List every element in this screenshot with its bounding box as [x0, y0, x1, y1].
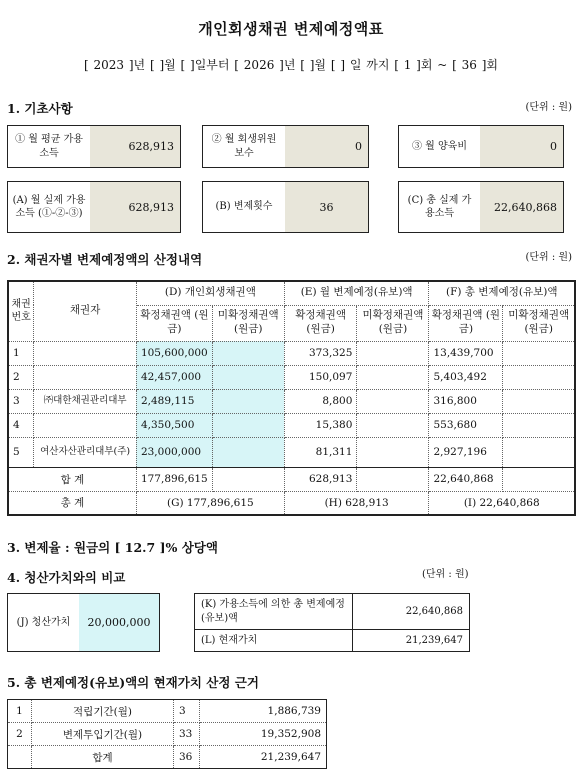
trustee-fee-box	[202, 125, 369, 168]
pv-sum-no	[8, 746, 32, 769]
trustee-fee-value: 0	[285, 126, 368, 167]
creditor-row	[8, 437, 575, 467]
e-unconfirmed	[357, 365, 429, 389]
d-confirmed: 42,457,000	[136, 365, 212, 389]
liquidation-label: (J) 청산가치	[8, 594, 79, 651]
avg-income-box	[7, 125, 181, 168]
creditor-no: 1	[8, 341, 34, 365]
e-confirmed: 150,097	[284, 365, 357, 389]
total-income-value: 22,640,868	[480, 182, 563, 232]
k-label: (K) 가용소득에 의한 총 변제예정(유보)액	[195, 594, 353, 630]
creditor-row	[8, 413, 575, 437]
f-unconfirmed	[503, 389, 575, 413]
f-unconfirmed	[503, 413, 575, 437]
sum-d-unconfirmed	[212, 467, 284, 491]
liquidation-box	[7, 593, 160, 652]
header-creditor: 채권자	[34, 281, 137, 341]
e-confirmed: 373,325	[284, 341, 357, 365]
total-g: (G) 177,896,615	[136, 491, 284, 515]
child-support-label: ③ 월 양육비	[399, 126, 480, 167]
creditor-no: 5	[8, 437, 34, 467]
d-unconfirmed	[212, 389, 284, 413]
header-d-unconfirmed: 미확정채권액 (원금)	[212, 305, 284, 341]
repay-count-value: 36	[285, 182, 368, 232]
l-label: (L) 현재가치	[195, 630, 353, 652]
pv-no: 2	[8, 723, 32, 746]
d-unconfirmed	[212, 341, 284, 365]
total-i: (I) 22,640,868	[429, 491, 575, 515]
creditor-name: 여산자산관리대부(주)	[34, 437, 137, 467]
header-creditor-no: 채권 번호	[8, 281, 34, 341]
repayment-period: [ 2023 ]년 [ ]월 [ ]일부터 [ 2026 ]년 [ ]월 [ ] 일 까지 [ 1 ]회 ~ [ 36 ]회	[84, 58, 498, 72]
trustee-fee-label: ② 월 회생위원보수	[203, 126, 285, 167]
section1-heading: 1. 기초사항	[7, 101, 73, 116]
f-confirmed: 2,927,196	[429, 437, 503, 467]
creditor-name	[34, 365, 137, 389]
child-support-box	[398, 125, 564, 168]
avg-income-label: ① 월 평균 가용소득	[8, 126, 90, 167]
net-income-label: (A) 월 실제 가용소득 (①-②-③)	[8, 182, 90, 232]
child-support-value: 0	[480, 126, 563, 167]
f-unconfirmed	[503, 341, 575, 365]
pv-amount: 19,352,908	[200, 723, 327, 746]
present-value-table	[7, 699, 327, 769]
sum-e-unconfirmed	[357, 467, 429, 491]
creditor-table	[7, 280, 576, 516]
f-confirmed: 5,403,492	[429, 365, 503, 389]
k-value: 22,640,868	[353, 594, 470, 630]
d-unconfirmed	[212, 437, 284, 467]
creditor-row	[8, 365, 575, 389]
e-unconfirmed	[357, 389, 429, 413]
sum-f-unconfirmed	[503, 467, 575, 491]
section2-unit: (단위 : 원)	[525, 252, 572, 263]
sum-label: 합 계	[8, 467, 136, 491]
section3-heading: 3. 변제율 : 원금의 [ 12.7 ]% 상당액	[7, 540, 218, 555]
creditor-no: 4	[8, 413, 34, 437]
net-income-value: 628,913	[90, 182, 180, 232]
pv-no: 1	[8, 700, 32, 723]
creditor-no: 3	[8, 389, 34, 413]
creditor-row	[8, 341, 575, 365]
avg-income-value: 628,913	[90, 126, 180, 167]
header-d: (D) 개인회생채권액	[136, 281, 284, 305]
pv-row	[8, 723, 327, 746]
e-unconfirmed	[357, 413, 429, 437]
header-e: (E) 월 변제예정(유보)액	[284, 281, 429, 305]
creditor-name	[34, 413, 137, 437]
section1-unit: (단위 : 원)	[525, 102, 572, 113]
repay-count-label: (B) 변제횟수	[203, 182, 285, 232]
header-f-unconfirmed: 미확정채권액 (원금)	[503, 305, 575, 341]
section4-heading: 4. 청산가치와의 비교	[7, 570, 126, 585]
header-d-confirmed: 확정채권액 (원금)	[136, 305, 212, 341]
pv-sum-label: 합계	[32, 746, 174, 769]
liquidation-value: 20,000,000	[79, 594, 159, 651]
d-confirmed: 2,489,115	[136, 389, 212, 413]
d-confirmed: 23,000,000	[136, 437, 212, 467]
comparison-table	[194, 593, 470, 652]
pv-row	[8, 700, 327, 723]
sum-d-confirmed: 177,896,615	[136, 467, 212, 491]
pv-months: 33	[174, 723, 200, 746]
section5-heading: 5. 총 변제예정(유보)액의 현재가치 산정 근거	[7, 675, 259, 690]
f-unconfirmed	[503, 365, 575, 389]
creditor-row	[8, 389, 575, 413]
total-income-box	[398, 181, 564, 233]
creditor-no: 2	[8, 365, 34, 389]
f-confirmed: 13,439,700	[429, 341, 503, 365]
pv-sum-amount: 21,239,647	[200, 746, 327, 769]
total-h: (H) 628,913	[284, 491, 429, 515]
pv-sum-months: 36	[174, 746, 200, 769]
sum-f-confirmed: 22,640,868	[429, 467, 503, 491]
header-f: (F) 총 변제예정(유보)액	[429, 281, 575, 305]
d-confirmed: 4,350,500	[136, 413, 212, 437]
header-e-unconfirmed: 미확정채권액 (원금)	[357, 305, 429, 341]
d-unconfirmed	[212, 365, 284, 389]
d-unconfirmed	[212, 413, 284, 437]
pv-label: 적립기간(월)	[32, 700, 174, 723]
f-confirmed: 316,800	[429, 389, 503, 413]
pv-amount: 1,886,739	[200, 700, 327, 723]
e-confirmed: 81,311	[284, 437, 357, 467]
e-unconfirmed	[357, 437, 429, 467]
sum-e-confirmed: 628,913	[284, 467, 357, 491]
pv-label: 변제투입기간(월)	[32, 723, 174, 746]
net-income-box	[7, 181, 181, 233]
section2-heading: 2. 채권자별 변제예정액의 산정내역	[7, 252, 203, 267]
l-value: 21,239,647	[353, 630, 470, 652]
creditor-name: ㈜대한채권관리대부	[34, 389, 137, 413]
total-income-label: (C) 총 실제 가용소득	[399, 182, 480, 232]
e-unconfirmed	[357, 341, 429, 365]
d-confirmed: 105,600,000	[136, 341, 212, 365]
creditor-name	[34, 341, 137, 365]
total-label: 총 계	[8, 491, 136, 515]
pv-months: 3	[174, 700, 200, 723]
header-f-confirmed: 확정채권액 (원금)	[429, 305, 503, 341]
repay-count-box	[202, 181, 369, 233]
f-confirmed: 553,680	[429, 413, 503, 437]
e-confirmed: 8,800	[284, 389, 357, 413]
header-e-confirmed: 확정채권액 (원금)	[284, 305, 357, 341]
e-confirmed: 15,380	[284, 413, 357, 437]
page-title: 개인회생채권 변제예정액표	[198, 20, 384, 38]
f-unconfirmed	[503, 437, 575, 467]
section4-unit: (단위 : 원)	[422, 569, 469, 580]
